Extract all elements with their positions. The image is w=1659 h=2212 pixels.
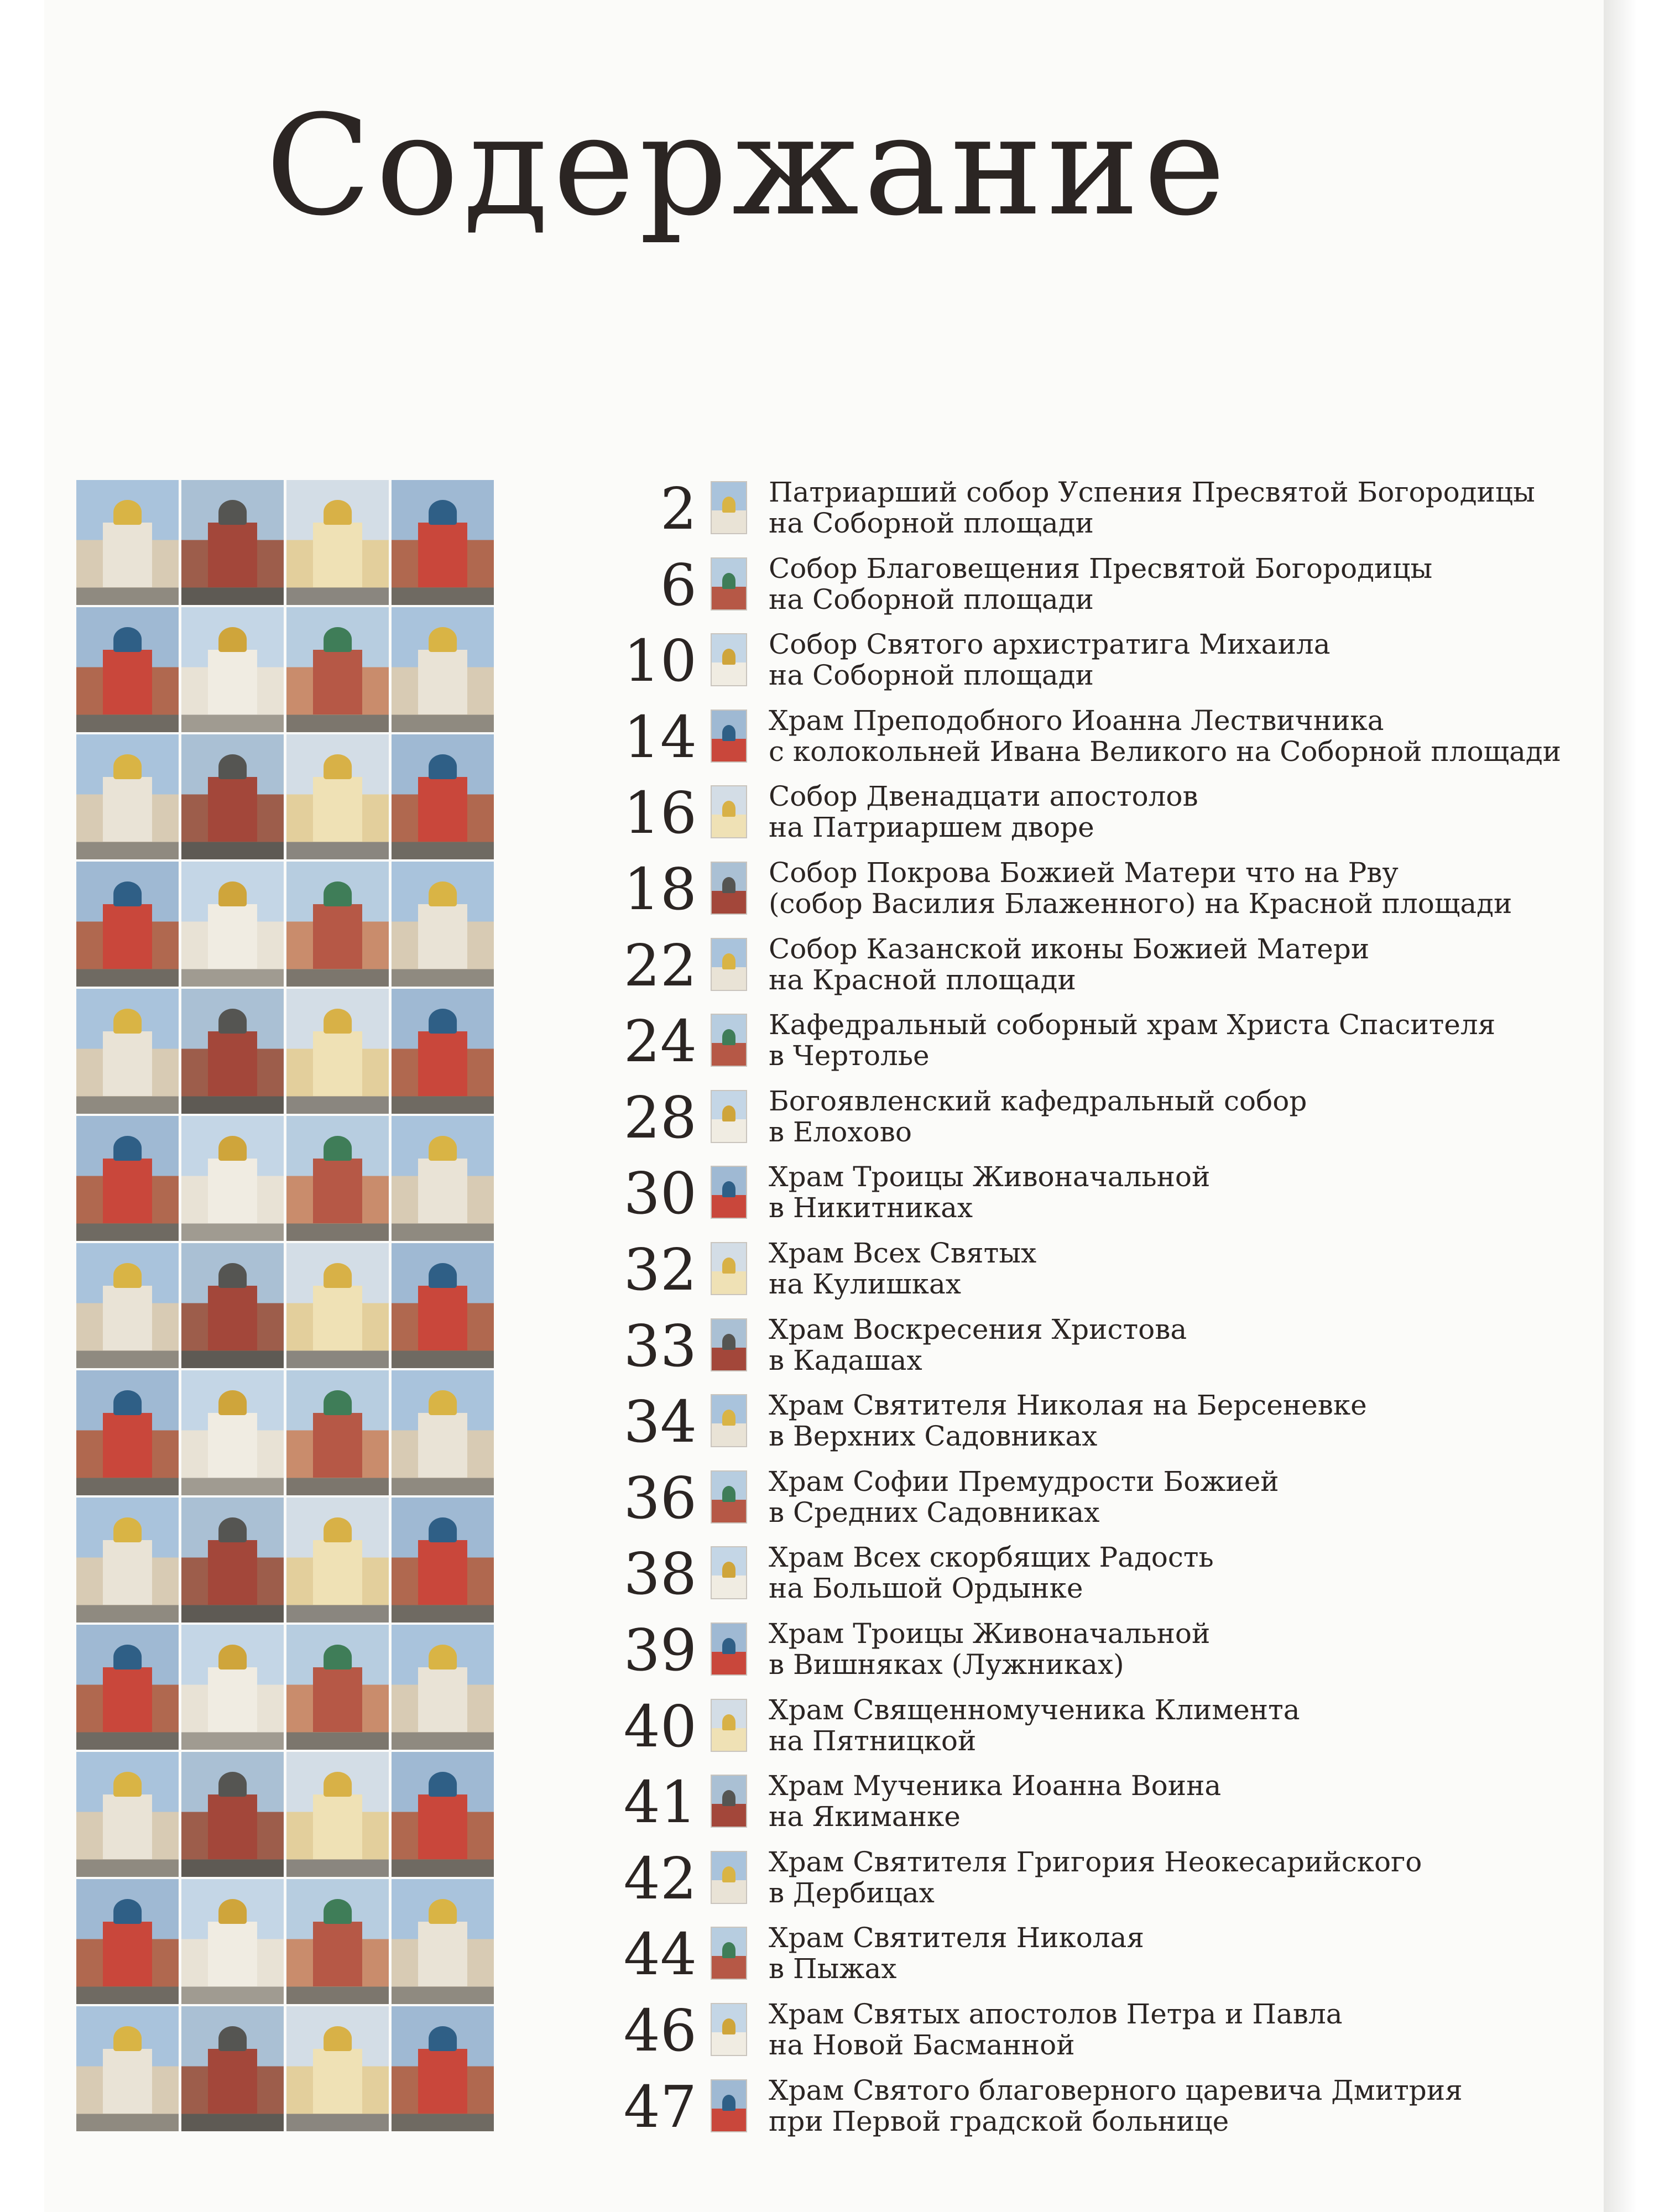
toc-church-name xyxy=(769,1238,1598,1304)
church-photo-grid xyxy=(76,480,494,2132)
toc-entry[interactable] xyxy=(608,1693,1598,1760)
toc-page-number: 24 xyxy=(623,1008,697,1075)
church-thumbnail xyxy=(711,709,747,763)
toc-entry[interactable] xyxy=(608,1313,1598,1379)
church-photo xyxy=(76,1752,179,1877)
toc-name-line-1: Храм Священномученика Климента xyxy=(769,1694,1300,1726)
church-thumbnail xyxy=(711,2003,747,2056)
church-photo xyxy=(392,1498,494,1623)
toc-name-line-2: в Вишняках (Лужниках) xyxy=(769,1648,1124,1681)
toc-name-line-1: Храм Троицы Живоначальной xyxy=(769,1161,1211,1193)
toc-entry[interactable] xyxy=(608,628,1598,694)
church-photo xyxy=(286,734,389,859)
church-photo xyxy=(286,1498,389,1623)
toc-church-name xyxy=(769,1390,1598,1456)
church-photo xyxy=(181,1243,284,1368)
church-photo xyxy=(286,1243,389,1368)
toc-name-line-2: в Пыжах xyxy=(769,1953,897,1985)
toc-page-number: 41 xyxy=(623,1768,697,1836)
toc-entry[interactable] xyxy=(608,2074,1598,2140)
toc-church-name xyxy=(769,1314,1598,1380)
church-photo xyxy=(286,1116,389,1241)
toc-page-number: 10 xyxy=(623,627,697,695)
toc-church-name xyxy=(769,781,1598,847)
church-photo xyxy=(181,734,284,859)
toc-church-name xyxy=(769,1922,1598,1989)
toc-church-name xyxy=(769,1694,1598,1761)
toc-name-line-1: Собор Покрова Божией Матери что на Рву xyxy=(769,857,1399,889)
church-photo xyxy=(286,989,389,1114)
toc-page-number: 44 xyxy=(623,1921,697,1988)
toc-church-name xyxy=(769,705,1598,771)
church-photo xyxy=(76,989,179,1114)
toc-church-name xyxy=(769,2075,1598,2141)
toc-name-line-2: в Средних Садовниках xyxy=(769,1496,1100,1528)
toc-entry[interactable] xyxy=(608,932,1598,999)
church-photo xyxy=(181,989,284,1114)
church-photo xyxy=(181,607,284,732)
church-photo xyxy=(392,2006,494,2131)
church-thumbnail xyxy=(711,1090,747,1143)
toc-entry[interactable] xyxy=(608,1237,1598,1303)
toc-church-name xyxy=(769,1999,1598,2065)
toc-entry[interactable] xyxy=(608,1389,1598,1455)
toc-page-number: 14 xyxy=(623,703,697,771)
toc-name-line-2: на Большой Ордынке xyxy=(769,1572,1083,1604)
church-photo xyxy=(76,1116,179,1241)
toc-entry[interactable] xyxy=(608,1769,1598,1835)
toc-name-line-2: в Кадашах xyxy=(769,1344,922,1376)
toc-page-number: 42 xyxy=(623,1845,697,1912)
toc-name-line-1: Богоявленский кафедральный собор xyxy=(769,1085,1307,1117)
church-photo xyxy=(181,480,284,605)
toc-name-line-2: на Соборной площади xyxy=(769,507,1094,539)
church-photo xyxy=(76,862,179,987)
toc-entry[interactable] xyxy=(608,1921,1598,1987)
church-photo xyxy=(76,480,179,605)
toc-name-line-2: на Красной площади xyxy=(769,964,1076,996)
toc-page-number: 18 xyxy=(623,855,697,923)
church-photo xyxy=(392,480,494,605)
toc-name-line-1: Кафедральный соборный храм Христа Спасителя xyxy=(769,1009,1496,1041)
page-title: Содержание xyxy=(265,85,1230,246)
church-photo xyxy=(76,1879,179,2004)
church-photo xyxy=(76,1370,179,1495)
toc-church-name xyxy=(769,1161,1598,1228)
church-photo xyxy=(181,1752,284,1877)
church-photo xyxy=(181,1498,284,1623)
toc-church-name xyxy=(769,1846,1598,1913)
toc-name-line-1: Храм Софии Премудрости Божией xyxy=(769,1465,1279,1498)
toc-page-number: 40 xyxy=(623,1693,697,1760)
toc-church-name xyxy=(769,1009,1598,1076)
church-thumbnail xyxy=(711,1623,747,1676)
toc-name-line-1: Храм Святителя Николая xyxy=(769,1922,1144,1954)
church-photo xyxy=(392,862,494,987)
church-thumbnail xyxy=(711,1394,747,1447)
toc-name-line-2: с колокольней Ивана Великого на Соборной площади xyxy=(769,735,1561,768)
toc-entry[interactable] xyxy=(608,780,1598,846)
church-photo xyxy=(286,480,389,605)
toc-church-name xyxy=(769,1466,1598,1532)
church-thumbnail xyxy=(711,1546,747,1599)
toc-entry[interactable] xyxy=(608,704,1598,770)
toc-name-line-1: Собор Святого архистратига Михаила xyxy=(769,628,1331,660)
church-thumbnail xyxy=(711,1927,747,1980)
church-photo xyxy=(392,607,494,732)
toc-name-line-1: Собор Казанской иконы Божией Матери xyxy=(769,933,1370,965)
church-thumbnail xyxy=(711,938,747,991)
toc-name-line-2: на Соборной площади xyxy=(769,583,1094,615)
church-photo xyxy=(181,1116,284,1241)
church-photo xyxy=(286,862,389,987)
church-photo xyxy=(392,734,494,859)
church-thumbnail xyxy=(711,1166,747,1219)
church-thumbnail xyxy=(711,862,747,915)
toc-entry[interactable] xyxy=(608,476,1598,542)
church-thumbnail xyxy=(711,1851,747,1904)
toc-church-name xyxy=(769,1542,1598,1608)
church-photo xyxy=(76,2006,179,2131)
toc-entry[interactable] xyxy=(608,1008,1598,1074)
toc-name-line-2: в Никитниках xyxy=(769,1192,973,1224)
church-photo xyxy=(392,1116,494,1241)
toc-name-line-1: Собор Благовещения Пресвятой Богородицы xyxy=(769,552,1433,585)
toc-page-number: 34 xyxy=(623,1388,697,1455)
church-photo xyxy=(286,1370,389,1495)
toc-entry[interactable] xyxy=(608,1997,1598,2064)
toc-entry[interactable] xyxy=(608,1160,1598,1227)
church-thumbnail xyxy=(711,481,747,534)
toc-entry[interactable] xyxy=(608,856,1598,922)
church-photo xyxy=(392,989,494,1114)
toc-page-number: 46 xyxy=(623,1997,697,2064)
church-photo xyxy=(76,1243,179,1368)
toc-church-name xyxy=(769,1770,1598,1837)
church-photo xyxy=(392,1370,494,1495)
toc-page-number: 30 xyxy=(623,1160,697,1227)
toc-church-name xyxy=(769,1086,1598,1152)
toc-name-line-2: в Верхних Садовниках xyxy=(769,1420,1098,1452)
toc-page-number: 38 xyxy=(623,1540,697,1608)
toc-name-line-1: Храм Всех скорбящих Радость xyxy=(769,1541,1214,1573)
toc-name-line-2: на Новой Басманной xyxy=(769,2029,1075,2061)
toc-entry[interactable] xyxy=(608,1617,1598,1683)
toc-name-line-1: Храм Мученика Иоанна Воина xyxy=(769,1770,1222,1802)
toc-page-number: 39 xyxy=(623,1616,697,1684)
toc-name-line-1: Храм Всех Святых xyxy=(769,1237,1037,1269)
church-thumbnail xyxy=(711,1699,747,1752)
toc-church-name xyxy=(769,553,1598,619)
toc-name-line-2: при Первой градской больнице xyxy=(769,2105,1229,2137)
toc-name-line-2: в Дербицах xyxy=(769,1877,935,1909)
toc-church-name xyxy=(769,933,1598,1000)
toc-name-line-1: Храм Преподобного Иоанна Лествичника xyxy=(769,705,1384,737)
toc-page-number: 33 xyxy=(623,1312,697,1380)
church-thumbnail xyxy=(711,633,747,686)
toc-church-name xyxy=(769,857,1598,924)
church-photo xyxy=(76,734,179,859)
church-photo xyxy=(181,862,284,987)
church-photo xyxy=(392,1243,494,1368)
toc-name-line-2: на Кулишках xyxy=(769,1268,961,1300)
page-edge xyxy=(1604,0,1659,2212)
church-photo xyxy=(286,1625,389,1750)
toc-name-line-2: в Чертолье xyxy=(769,1040,930,1072)
toc-name-line-1: Патриарший собор Успения Пресвятой Богородицы xyxy=(769,476,1535,508)
toc-page-number: 28 xyxy=(623,1084,697,1151)
toc-entry[interactable] xyxy=(608,1845,1598,1912)
toc-page-number: 16 xyxy=(623,779,697,847)
table-of-contents xyxy=(608,475,1598,2141)
church-photo xyxy=(76,1625,179,1750)
church-photo xyxy=(286,1879,389,2004)
church-thumbnail xyxy=(711,1470,747,1524)
toc-name-line-1: Храм Святителя Григория Неокесарийского xyxy=(769,1846,1422,1878)
toc-name-line-2: на Патриаршем дворе xyxy=(769,811,1094,843)
toc-name-line-1: Храм Воскресения Христова xyxy=(769,1313,1187,1345)
toc-page-number: 6 xyxy=(660,551,697,619)
toc-name-line-1: Храм Святого благоверного царевича Дмитрия xyxy=(769,2074,1463,2106)
toc-name-line-2: на Якиманке xyxy=(769,1801,961,1833)
church-thumbnail xyxy=(711,557,747,611)
church-thumbnail xyxy=(711,785,747,838)
toc-page-number: 32 xyxy=(623,1236,697,1303)
church-photo xyxy=(181,1370,284,1495)
toc-page-number: 47 xyxy=(623,2073,697,2141)
toc-name-line-2: (собор Василия Блаженного) на Красной площади xyxy=(769,888,1512,920)
church-thumbnail xyxy=(711,1318,747,1371)
toc-name-line-2: в Елохово xyxy=(769,1116,912,1148)
church-photo xyxy=(392,1625,494,1750)
church-photo xyxy=(392,1879,494,2004)
toc-name-line-2: на Пятницкой xyxy=(769,1725,977,1757)
toc-name-line-2: на Соборной площади xyxy=(769,659,1094,691)
church-thumbnail xyxy=(711,1242,747,1295)
toc-entry[interactable] xyxy=(608,552,1598,618)
toc-entry[interactable] xyxy=(608,1084,1598,1151)
church-photo xyxy=(76,607,179,732)
church-photo xyxy=(286,2006,389,2131)
church-thumbnail xyxy=(711,2079,747,2132)
toc-name-line-1: Храм Святых апостолов Петра и Павла xyxy=(769,1998,1343,2030)
toc-page-number: 2 xyxy=(660,475,697,542)
toc-church-name xyxy=(769,629,1598,695)
toc-name-line-1: Храм Святителя Николая на Берсеневке xyxy=(769,1389,1367,1421)
toc-church-name xyxy=(769,477,1598,543)
toc-church-name xyxy=(769,1618,1598,1684)
church-thumbnail xyxy=(711,1775,747,1828)
toc-entry[interactable] xyxy=(608,1541,1598,1607)
toc-page-number: 22 xyxy=(623,932,697,999)
church-photo xyxy=(76,1498,179,1623)
church-photo xyxy=(181,2006,284,2131)
church-thumbnail xyxy=(711,1014,747,1067)
toc-page-number: 36 xyxy=(623,1464,697,1532)
toc-name-line-1: Храм Троицы Живоначальной xyxy=(769,1618,1211,1650)
church-photo xyxy=(286,1752,389,1877)
church-photo xyxy=(286,607,389,732)
church-photo xyxy=(392,1752,494,1877)
church-photo xyxy=(181,1625,284,1750)
church-photo xyxy=(181,1879,284,2004)
toc-name-line-1: Собор Двенадцати апостолов xyxy=(769,780,1198,812)
toc-entry[interactable] xyxy=(608,1465,1598,1531)
